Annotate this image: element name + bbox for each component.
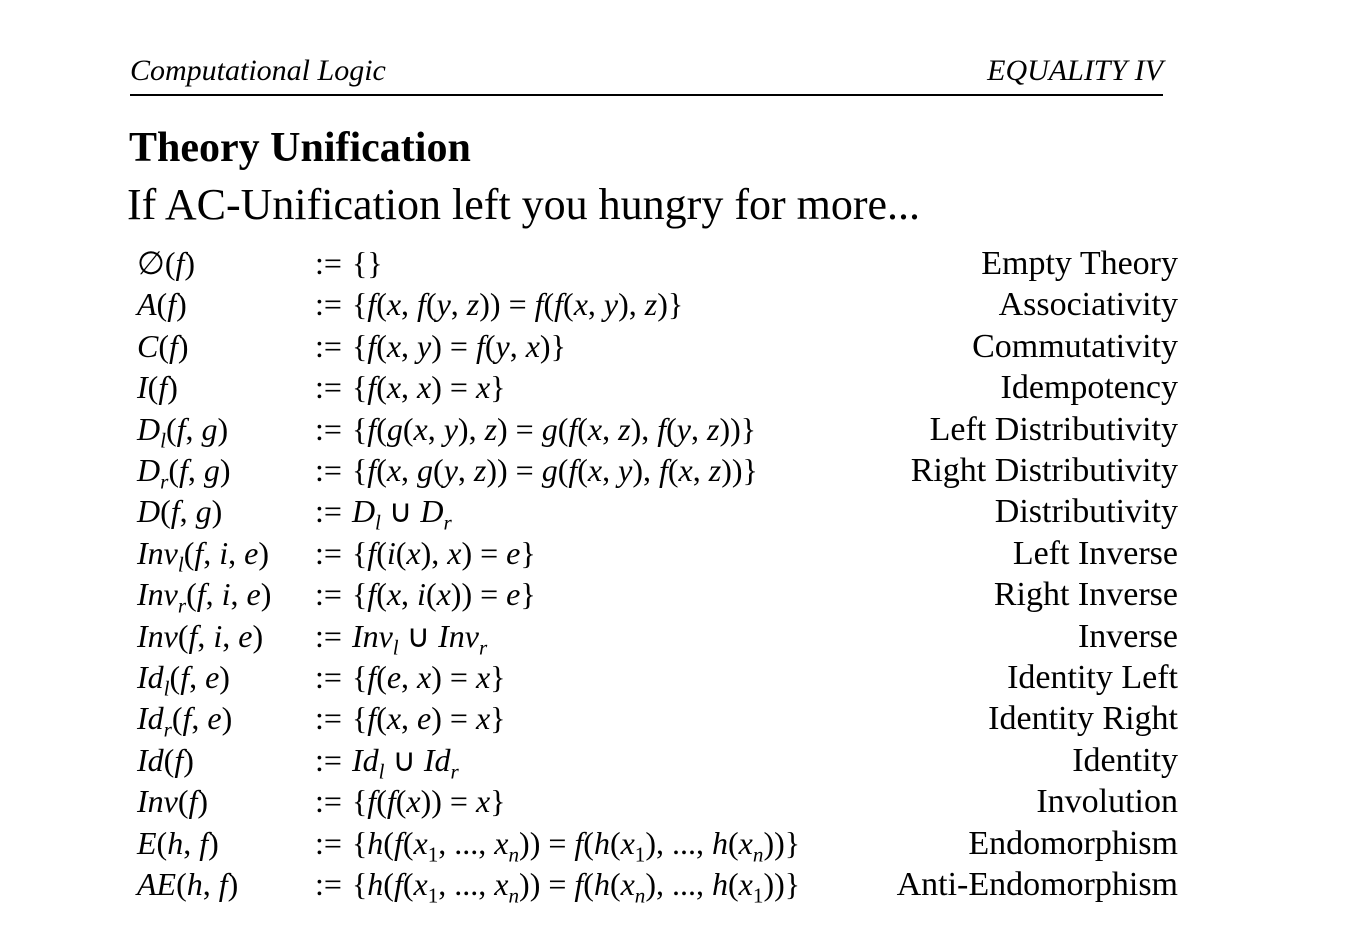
theory-definition: {f(x, i(x)) = e} — [351, 576, 536, 613]
assign-symbol: := — [315, 410, 342, 447]
assign-symbol: := — [315, 824, 342, 861]
theory-definition: {f(i(x), x) = e} — [351, 534, 536, 571]
slide-title: Theory Unification — [129, 125, 471, 171]
assign-symbol: := — [315, 866, 342, 903]
theory-definition: Inv$_l$ ∪ Inv$_r$ — [351, 617, 488, 660]
theory-name: Involution — [1036, 783, 1178, 821]
theory-name: Left Inverse — [1012, 534, 1178, 572]
theory-name: Left Distributivity — [929, 410, 1178, 448]
theory-definition: {f(x, x) = x} — [351, 369, 506, 406]
lecture-title: EQUALITY IV — [987, 54, 1163, 87]
theory-signature: Inv$_r$(f, i, e) — [137, 576, 272, 618]
theory-definition: {f(x, g(y, z)) = g(f(x, y), f(x, z))} — [351, 452, 758, 489]
assign-symbol: := — [315, 700, 342, 737]
theory-definition: $D_l$ ∪ $D_r$ — [351, 493, 452, 535]
assign-symbol: := — [315, 617, 342, 654]
theory-name: Right Distributivity — [910, 452, 1178, 490]
theory-name: Inverse — [1077, 617, 1178, 655]
course-title: Computational Logic — [130, 54, 386, 87]
assign-symbol: := — [315, 452, 342, 489]
theory-definition: {$h(f(x_1$, ..., $x_n)) = f(h(x_n)$, ..., $h(x_1)$)} — [351, 866, 801, 908]
slide-subtitle: If AC-Unification left you hungry for more... — [127, 180, 921, 229]
definition-cell — [315, 326, 800, 367]
theory-name: Identity Right — [988, 700, 1178, 738]
theory-table — [137, 243, 1178, 906]
theory-definition: {f(f(x)) = x} — [351, 783, 506, 820]
theory-name: Anti-Endomorphism — [896, 866, 1178, 904]
theory-definition: {$h(f(x_1$, ..., $x_n)) = f(h(x_1)$, ..., $h(x_n)$)} — [351, 824, 801, 867]
theory-definition: {} — [351, 245, 383, 281]
theory-name: Commutativity — [972, 327, 1178, 365]
definition-cell — [315, 409, 800, 450]
theory-name: Empty Theory — [981, 245, 1178, 282]
theory-signature: E(h, f) — [137, 824, 219, 861]
theory-definition: {f(e, x) = x} — [351, 659, 506, 696]
theory-signature: Inv$_l$(f, i, e) — [137, 534, 270, 577]
theory-definition: {f(x, y) = f(y, x)} — [351, 327, 566, 364]
theory-name: Distributivity — [994, 493, 1178, 531]
assign-symbol: := — [315, 245, 342, 281]
assign-symbol: := — [315, 493, 342, 530]
definition-cell — [315, 491, 800, 535]
assign-symbol: := — [315, 327, 342, 364]
theory-name: Associativity — [998, 286, 1178, 324]
theory-name: Idempotency — [1000, 369, 1178, 407]
theory-definition: {f(x, e) = x} — [351, 700, 506, 737]
theory-definition: $Id_l$ ∪ $Id_r$ — [351, 741, 459, 784]
theory-signature: Inv(f) — [137, 783, 209, 820]
definition-cell — [315, 864, 801, 908]
theory-name: Identity — [1072, 741, 1178, 779]
theory-signature: ∅(f) — [137, 245, 196, 281]
definition-cell — [315, 781, 800, 822]
assign-symbol: := — [315, 659, 342, 696]
definition-cell — [315, 284, 800, 325]
definition-cell — [315, 533, 800, 574]
definition-cell — [315, 243, 800, 284]
definition-cell — [315, 574, 800, 615]
definition-cell — [315, 616, 800, 660]
theory-definition: {f(g(x, y), z) = g(f(x, z), f(y, z))} — [351, 410, 757, 447]
theory-signature: Inv(f, i, e) — [137, 617, 264, 654]
assign-symbol: := — [315, 576, 342, 613]
theory-signature: D(f, g) — [137, 493, 223, 530]
theory-name: Identity Left — [1007, 659, 1178, 697]
theory-definition: {f(x, f(y, z)) = f(f(x, y), z)} — [351, 286, 684, 323]
definition-cell — [315, 450, 800, 491]
assign-symbol: := — [315, 534, 342, 571]
theory-signature: Id(f) — [137, 741, 194, 778]
assign-symbol: := — [315, 783, 342, 820]
theory-signature: A(f) — [137, 286, 187, 323]
theory-name: Endomorphism — [968, 824, 1178, 862]
definition-cell — [315, 698, 800, 739]
theory-signature: $Id_l(f$, e) — [137, 659, 230, 701]
theory-signature: $D_r(f$, g) — [137, 452, 231, 494]
theory-signature: C(f) — [137, 327, 189, 364]
assign-symbol: := — [315, 286, 342, 323]
page-header — [130, 54, 1163, 96]
assign-symbol: := — [315, 741, 342, 778]
definition-cell — [315, 740, 800, 784]
theory-signature: $Id_r(f$, e) — [137, 700, 233, 742]
definition-cell — [315, 367, 800, 408]
assign-symbol: := — [315, 369, 342, 406]
definition-cell — [315, 657, 800, 698]
theory-signature: $D_l(f$, g) — [137, 410, 229, 453]
theory-signature: I(f) — [137, 369, 178, 406]
definition-cell — [315, 823, 801, 867]
theory-name: Right Inverse — [993, 576, 1178, 614]
theory-signature: AE(h, f) — [137, 866, 239, 903]
